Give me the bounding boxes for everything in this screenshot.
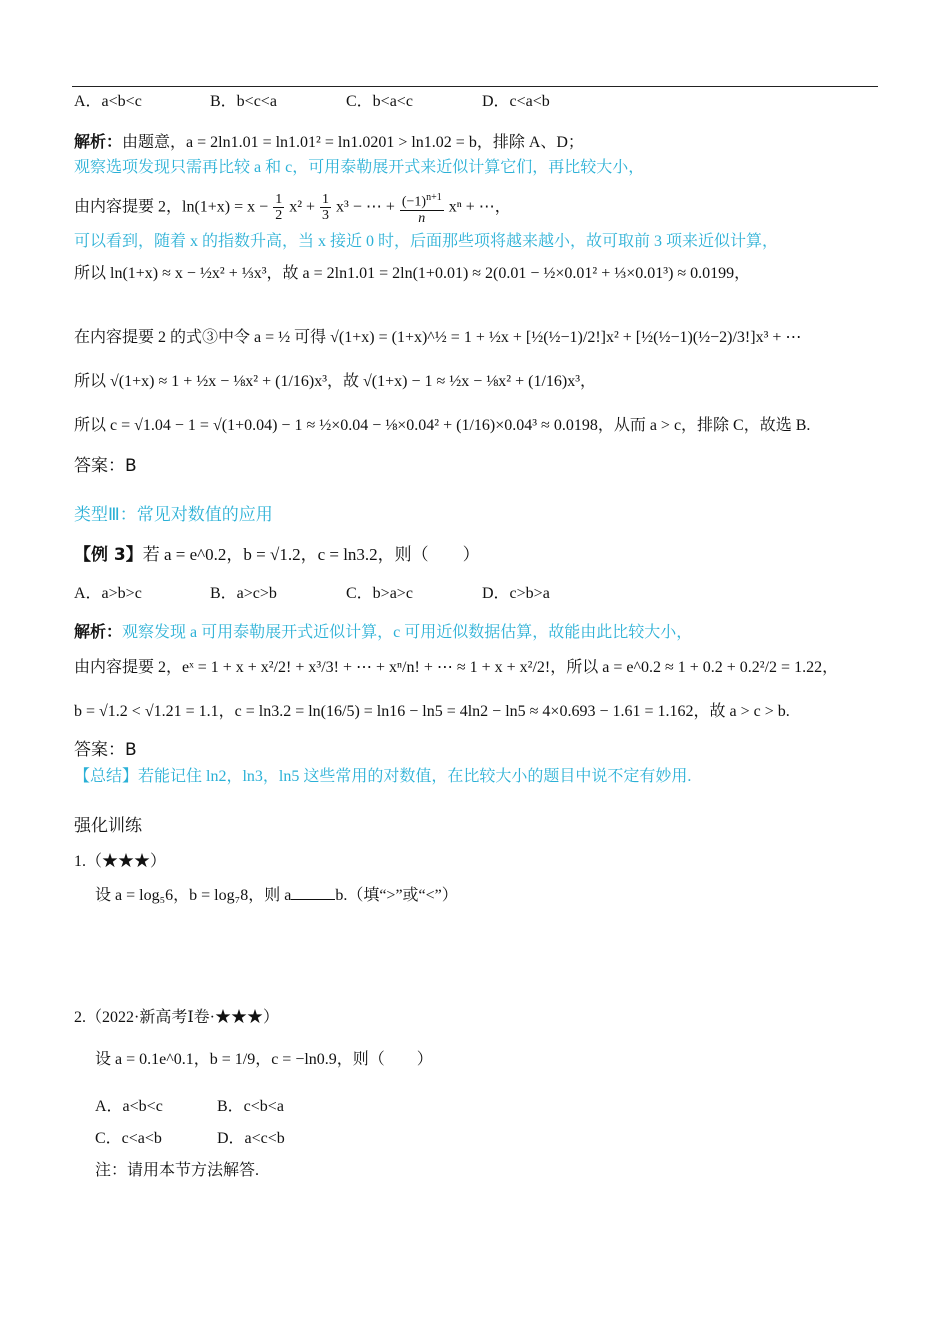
example-analysis-line-2: 由内容提要 2，eˣ = 1 + x + x²/2! + x³/3! + ⋯ + xⁿ/n! + ⋯ ≈ 1 + x + x²/2!，所以 a = e^0.2 ≈ 1 + 0.2 + 0.2²/2 = 1.22， (74, 659, 839, 676)
example-analysis-line-3: b = √1.2 < √1.21 = 1.1，c = ln3.2 = ln(16/5) = ln16 − ln5 = 4ln2 − ln5 ≈ 4×0.693 − 1.61 = 1.162，故 a > c > b. (74, 703, 790, 720)
option-c: C．c<a<b (95, 1130, 162, 1147)
fraction: $\frac{(-1)^{n+1}}{n}$ (401, 192, 442, 226)
practice-title: 强化训练 (74, 816, 142, 836)
question-1-stem: 设 a = log₅6，b = log₇8，则 a b.（填“>”或“<”） (95, 887, 458, 904)
question-2-stem: 设 a = 0.1e^0.1，b = 1/9，c = −ln0.9，则（ ） (95, 1051, 433, 1068)
option-b: B．c<b<a (217, 1098, 284, 1115)
analysis-label: 解析： (74, 132, 123, 151)
option-a: A．a>b>c (74, 585, 142, 602)
option-d: D．c<a<b (482, 93, 550, 110)
option-a: A．a<b<c (95, 1098, 163, 1115)
analysis-line-6: 在内容提要 2 的式③中令 a = ½ 可得 √(1+x) = (1+x)^½ = 1 + ½x + [½(½−1)/2!]x² + [½(½−1)(½−2)/3!]x³ + ⋯ (74, 329, 802, 346)
option-a: A．a<b<c (74, 93, 142, 110)
analysis-line-4: 可以看到，随着 x 的指数升高，当 x 接近 0 时，后面那些项将越来越小，故可取前 3 项来近似计算， (74, 233, 779, 250)
question-1-head: 1.（★★★） (74, 853, 167, 870)
option-c: C．b>a>c (346, 585, 413, 602)
analysis-line-8: 所以 c = √1.04 − 1 = √(1+0.04) − 1 ≈ ½×0.04 − ⅛×0.04² + (1/16)×0.04³ ≈ 0.0198，从而 a > c，排除 C，故选 B. (74, 417, 811, 434)
option-d: D．a<c<b (217, 1130, 285, 1147)
analysis-line-7: 所以 √(1+x) ≈ 1 + ½x − ⅛x² + (1/16)x³，故 √(1+x) − 1 ≈ ½x − ⅛x² + (1/16)x³， (74, 373, 597, 390)
analysis-line-3: 由内容提要 2，ln(1+x) = x − $\frac{1}{2}$ x² + $\frac{1}{3}$ x³ − ⋯ + $\frac{(-1)^{n+1}}{n}$ xⁿ + ⋯， (74, 192, 511, 226)
question-2-head: 2.（2022·新高考Ⅰ卷·★★★） (74, 1009, 279, 1026)
example-3: 【例 3】若 a = e^0.2，b = √1.2，c = ln3.2，则（ ） (74, 545, 480, 565)
analysis-line-2: 观察选项发现只需再比较 a 和 c，可用泰勒展开式来近似计算它们，再比较大小， (74, 159, 645, 176)
analysis-line-1: 解析：由题意，a = 2ln1.01 = ln1.01² = ln1.0201 > ln1.02 = b，排除 A、D； (74, 132, 584, 151)
question-2-options-row-2 (95, 1129, 285, 1149)
fraction: $\frac{1}{3}$ (322, 192, 330, 224)
question-2-note: 注：请用本节方法解答. (95, 1162, 260, 1179)
option-b: B．b<c<a (210, 93, 277, 110)
answer-1: 答案：B (74, 456, 137, 476)
options-row (74, 92, 550, 112)
answer-3: 答案：B (74, 740, 137, 760)
option-d: D．c>b>a (482, 585, 550, 602)
option-b: B．a>c>b (210, 585, 277, 602)
summary: 【总结】若能记住 ln2，ln3，ln5 这些常用的对数值，在比较大小的题目中说不定有妙用. (74, 766, 692, 785)
example-options (74, 584, 550, 604)
example-label: 【例 3】 (74, 545, 143, 565)
example-analysis-line-1: 解析：观察发现 a 可用泰勒展开式近似计算，c 可用近似数据估算，故能由此比较大小， (74, 622, 693, 641)
question-2-options-row-1 (95, 1097, 284, 1117)
summary-label: 【总结】 (74, 766, 139, 785)
fraction: $\frac{1}{2}$ (275, 192, 283, 224)
top-rule (72, 86, 878, 87)
section-title: 类型Ⅲ：常见对数值的应用 (74, 505, 273, 525)
answer-blank[interactable] (291, 899, 335, 900)
analysis-line-5: 所以 ln(1+x) ≈ x − ½x² + ⅓x³，故 a = 2ln1.01 = 2ln(1+0.01) ≈ 2(0.01 − ½×0.01² + ⅓×0.01³) ≈ 0.0199， (74, 265, 751, 282)
option-c: C．b<a<c (346, 93, 413, 110)
